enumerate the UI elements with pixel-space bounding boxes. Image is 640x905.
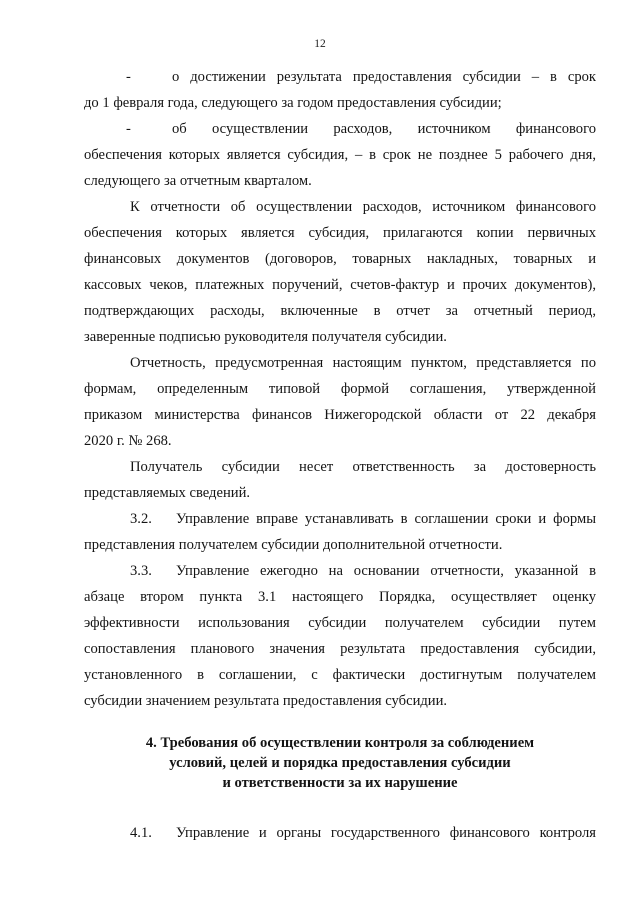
paragraph-line: обеспечения которых является субсидия, прилагаются копии первичных xyxy=(84,225,596,241)
heading-line: условий, целей и порядка предоставления субсидии xyxy=(169,755,511,771)
body-text xyxy=(84,64,596,714)
paragraph-line: 2020 г. № 268. xyxy=(84,433,172,449)
paragraph-line: финансовых документов (договоров, товарных накладных, товарных и xyxy=(84,251,596,267)
paragraph-line: обеспечения которых является субсидия, – в срок не позднее 5 рабочего дня, xyxy=(84,147,596,163)
paragraph-line: кассовых чеков, платежных поручений, счетов-фактур и прочих документов), xyxy=(84,277,596,293)
final-paragraph xyxy=(84,820,596,846)
paragraph-line: абзаце втором пункта 3.1 настоящего Порядка, осуществляет оценку xyxy=(84,589,596,605)
paragraph-line: Управление и органы государственного финансового контроля xyxy=(176,825,596,841)
dash-marker: - xyxy=(126,121,131,137)
paragraph-line: о достижении результата предоставления субсидии – в срок xyxy=(172,69,596,85)
list-item-dash xyxy=(84,64,596,90)
paragraph-line: установленного в соглашении, с фактически достигнутым получателем xyxy=(84,667,596,683)
clause-number: 3.2. xyxy=(130,511,152,527)
paragraph-line: следующего за отчетным кварталом. xyxy=(84,173,312,189)
paragraph-line: подтверждающих расходы, включенные в отчет за отчетный период, xyxy=(84,303,596,319)
paragraph-line: Отчетность, предусмотренная настоящим пунктом, представляется по xyxy=(130,355,596,371)
paragraph-line: К отчетности об осуществлении расходов, источником финансового xyxy=(130,199,596,215)
section-heading xyxy=(84,733,596,793)
paragraph-line: представления получателем субсидии дополнительной отчетности. xyxy=(84,537,503,553)
numbered-clause xyxy=(84,820,596,846)
paragraph-line: Управление вправе устанавливать в соглашении сроки и формы xyxy=(176,511,596,527)
heading-line: и ответственности за их нарушение xyxy=(222,775,458,791)
paragraph-line: приказом министерства финансов Нижегородской области от 22 декабря xyxy=(84,407,596,423)
clause-number: 4.1. xyxy=(130,825,152,841)
paragraph-line: представляемых сведений. xyxy=(84,485,251,501)
paragraph-line: об осуществлении расходов, источником финансового xyxy=(172,121,596,137)
numbered-clause xyxy=(84,558,596,584)
paragraph-line: субсидии значением результата предоставления субсидии. xyxy=(84,693,448,709)
paragraph-line: Получатель субсидии несет ответственность за достоверность xyxy=(130,459,596,475)
numbered-clause xyxy=(84,506,596,532)
paragraph-line: сопоставления планового значения результата предоставления субсидии, xyxy=(84,641,596,657)
paragraph-line: до 1 февраля года, следующего за годом предоставления субсидии; xyxy=(84,95,502,111)
page-number: 12 xyxy=(314,38,326,50)
clause-number: 3.3. xyxy=(130,563,152,579)
paragraph-line: формам, определенным типовой формой соглашения, утвержденной xyxy=(84,381,596,397)
heading-line: 4. Требования об осуществлении контроля за соблюдением xyxy=(145,735,535,751)
paragraph-line: заверенные подписью руководителя получателя субсидии. xyxy=(84,329,447,345)
list-item-dash xyxy=(84,116,596,142)
dash-marker: - xyxy=(126,69,131,85)
paragraph-line: эффективности использования субсидии получателем субсидии путем xyxy=(84,615,596,631)
paragraph-line: Управление ежегодно на основании отчетности, указанной в xyxy=(176,563,596,579)
